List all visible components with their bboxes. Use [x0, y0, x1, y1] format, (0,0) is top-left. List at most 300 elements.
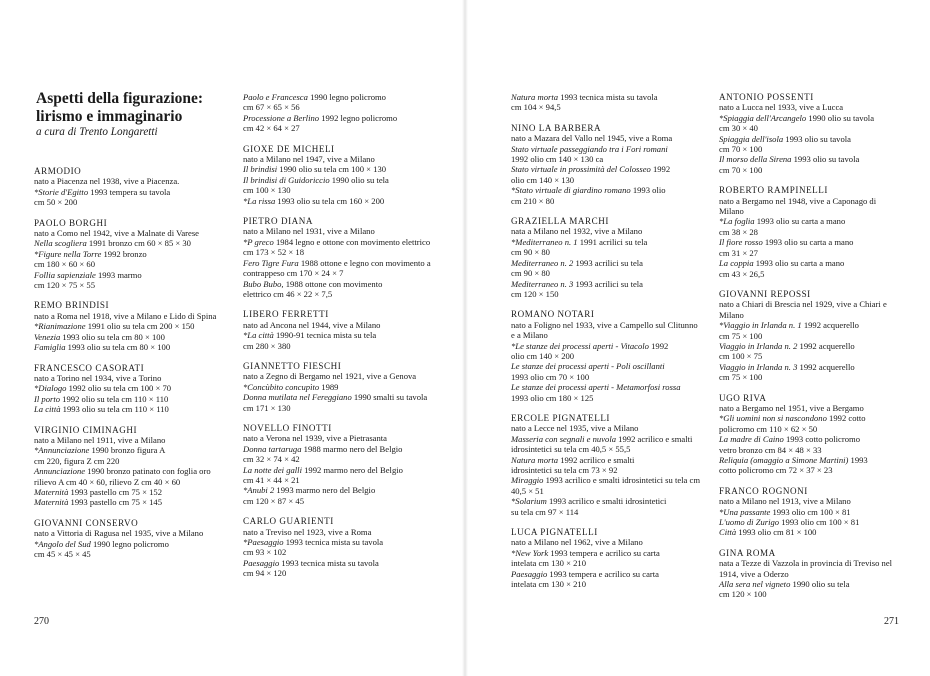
artist-bio: nato a Chiari di Brescia nel 1929, vive a Chiari e Milano [719, 299, 887, 320]
artist-bio: nata a Tezze di Vazzola in provincia di Treviso nel 1914, vive a Oderzo [719, 558, 893, 579]
artwork-details: intelata cm 130 × 210 [511, 579, 587, 590]
artwork-details: 1993 pastello cm 75 × 145 [68, 497, 163, 508]
artwork-line [719, 413, 897, 423]
artwork-line [243, 92, 436, 102]
artwork-details: cm 75 × 100 [719, 330, 763, 341]
artwork-line [243, 392, 436, 413]
artist-bio: nato a Piacenza nel 1938, vive a Piacenza. [34, 176, 180, 187]
artwork-details: cotto policromo cm 72 × 37 × 23 [719, 465, 833, 476]
artwork-line [243, 382, 436, 392]
artwork-line [719, 227, 897, 237]
artwork-title: La città [34, 404, 61, 415]
artist-name: NOVELLO FINOTTI [243, 422, 332, 433]
artwork-details: olio cm 140 × 130 [511, 174, 575, 185]
artist-entry [34, 166, 224, 208]
right-column-1 [511, 92, 701, 599]
artist-entry [719, 92, 897, 175]
artwork-line [719, 144, 897, 154]
artist-bio: nato a Treviso nel 1923, vive a Roma [243, 526, 372, 537]
artwork-details: cm 75 × 100 [719, 372, 763, 383]
artist-bio: nato a Milano nel 1913, vive a Milano [719, 496, 851, 507]
artwork-line [511, 558, 701, 568]
artwork-line [34, 342, 224, 352]
artwork-details: cm 120 × 150 [511, 288, 559, 299]
artist-bio: nato a Milano nel 1911, vive a Milano [34, 434, 166, 445]
artwork-line [34, 197, 224, 207]
artist-bio: nato a Lecce nel 1935, vive a Milano [511, 423, 639, 434]
artist-name: VIRGINIO CIMINAGHI [34, 424, 138, 435]
artwork-line [34, 332, 224, 342]
artwork-line [243, 547, 436, 557]
artwork-details: 1993 acrilici su tela [573, 257, 643, 268]
artwork-line [719, 434, 897, 444]
artwork-title: *Paesaggio [243, 537, 284, 548]
artwork-title: *Rianimazione [34, 321, 86, 332]
artwork-details: 1992 olio cm 140 × 130 ca [511, 154, 604, 165]
artwork-title: *Spiaggia dell'Arcangelo [719, 112, 807, 123]
artwork-details: cm 120 × 100 [719, 589, 767, 600]
artist-name: PIETRO DIANA [243, 216, 313, 227]
artwork-line [243, 175, 436, 185]
artist-name: ERCOLE PIGNATELLI [511, 412, 611, 423]
artist-name: ROBERTO RAMPINELLI [719, 185, 828, 196]
artwork-line [511, 102, 701, 112]
artwork-details: 1993 tecnica mista su tavola [279, 557, 379, 568]
artwork-details: 1992 olio su tela cm 110 × 110 [60, 393, 169, 404]
artwork-line [243, 444, 436, 454]
artwork-line [511, 144, 701, 154]
artwork-line [719, 134, 897, 144]
artwork-details: 1993 olio cm 180 × 125 [511, 392, 594, 403]
artwork-line [34, 270, 224, 280]
artist-bio: nato a Milano nel 1962, vive a Milano [511, 537, 643, 548]
artwork-title: *New York [511, 547, 549, 558]
artwork-line [719, 237, 897, 247]
artwork-line [719, 579, 897, 589]
artist-entry [719, 289, 897, 383]
artist-bio: nato a Milano nel 1947, vive a Milano [243, 154, 375, 165]
artwork-line [243, 496, 436, 506]
artist-entry [243, 516, 436, 578]
left-column-1 [34, 166, 224, 569]
artwork-line [511, 507, 701, 517]
artwork-title: *Storie d'Egitto [34, 186, 89, 197]
artwork-details: 1992 cotto [826, 413, 866, 424]
artwork-title: Paesaggio [243, 557, 280, 568]
artwork-details: 1989 [319, 381, 339, 392]
artist-entry [34, 425, 224, 508]
artwork-line [511, 247, 701, 257]
artwork-title: Mediterraneo n. 2 [511, 257, 574, 268]
artwork-details: cm 70 × 100 [719, 144, 763, 155]
artist-bio: nato a Zegno di Bergamo nel 1921, vive a Genova [243, 371, 417, 382]
artwork-title: Follia sapienziale [34, 269, 96, 280]
artwork-details: cm 90 × 80 [511, 268, 550, 279]
artwork-title: *Una passante [719, 506, 771, 517]
artwork-title: Stato virtuale in prossimità del Colosseo [511, 164, 651, 175]
artwork-line [34, 394, 224, 404]
artwork-details: cm 31 × 27 [719, 247, 758, 258]
artwork-title: Maternità [34, 497, 69, 508]
artwork-title: *Mediterraneo n. 1 [511, 236, 578, 247]
heading-title-line-2: lirismo e immaginario [36, 107, 183, 125]
artwork-title: Paesaggio [511, 568, 548, 579]
artwork-details: 1993 marmo [95, 269, 142, 280]
artwork-details: 1993 olio su tela cm 160 × 200 [275, 195, 385, 206]
artwork-line [243, 465, 436, 475]
artwork-line [34, 238, 224, 248]
artwork-line [243, 185, 436, 195]
artwork-line [511, 164, 701, 174]
artwork-details: 1984 legno e ottone con movimento elettrico cm 173 × 52 × 18 [243, 236, 431, 258]
artwork-details: 1992 acrilico e smalti idrosintetici su tela cm 40,5 × 55,5 [511, 433, 693, 455]
artwork-title: *Figure nella Torre [34, 248, 102, 259]
artwork-line [243, 237, 436, 258]
artwork-details: 1990 olio su tela [329, 174, 389, 185]
artwork-details: 1993 olio su tela cm 80 × 100 [60, 331, 165, 342]
artwork-line [719, 372, 897, 382]
artwork-details: 1992 [650, 164, 671, 175]
artwork-title: Spiaggia dell'isola [719, 133, 784, 144]
artwork-details: intelata cm 130 × 210 [511, 558, 587, 569]
artwork-line [511, 361, 701, 371]
artwork-line [511, 372, 701, 382]
artwork-line [243, 258, 436, 279]
artwork-details: policromo cm 110 × 62 × 50 [719, 423, 818, 434]
artist-entry [34, 518, 224, 560]
artist-name: FRANCO ROGNONI [719, 485, 808, 496]
artist-bio: nato a Bergamo nel 1951, vive a Bergamo [719, 402, 864, 413]
artwork-title: *La rissa [243, 195, 276, 206]
artist-entry [243, 361, 436, 413]
artist-entry [243, 216, 436, 299]
artwork-details: cm 280 × 380 [243, 340, 291, 351]
artwork-line [511, 268, 701, 278]
artwork-details: 1992 [648, 340, 669, 351]
artwork-title: *P greco [243, 236, 274, 247]
artwork-details: 1993 acrilico e smalti idrosintetici [546, 496, 667, 507]
artwork-title: *La città [243, 330, 274, 341]
artwork-details: cm 41 × 44 × 21 [243, 475, 300, 485]
artwork-line [511, 196, 701, 206]
artwork-details: 1993 olio su tavola [783, 133, 851, 144]
artwork-line [243, 330, 436, 340]
artwork-details: 1990 olio su tela cm 100 × 130 [277, 164, 387, 175]
artwork-title: Natura morta [511, 454, 559, 465]
artwork-line [34, 445, 224, 455]
artwork-details: 1990 olio su tavola [806, 112, 875, 123]
artwork-line [719, 351, 897, 361]
artwork-details: cm 100 × 130 [243, 185, 291, 196]
artwork-line [34, 497, 224, 507]
artwork-line [511, 237, 701, 247]
artwork-details: cm 30 × 40 [719, 123, 758, 134]
artwork-details: 1993 tempera su tavola [88, 186, 171, 197]
artist-entry [511, 216, 701, 299]
artist-entry [34, 363, 224, 415]
artist-entry [719, 486, 897, 538]
artwork-details: 1993 olio cm 100 × 81 [779, 517, 860, 528]
artwork-title: Il porto [34, 393, 61, 404]
artist-entry [511, 309, 701, 403]
artwork-line [243, 475, 436, 485]
artwork-details: cm 104 × 94,5 [511, 102, 561, 113]
artwork-details: 1990 smalti su tavola cm 171 × 130 [243, 392, 428, 413]
artist-name: NINO LA BARBERA [511, 122, 602, 133]
artwork-details: 1988 ottone con movimento [283, 278, 383, 289]
artwork-title: *La foglia [719, 216, 755, 227]
artist-name: GIOXE DE MICHELI [243, 143, 335, 154]
artwork-details: 1993 tecnica mista su tavola [558, 92, 658, 102]
artwork-details: idrosintetici su tela cm 73 × 92 [511, 465, 618, 475]
artwork-title: *Viaggio in Irlanda n. 1 [719, 320, 802, 331]
artwork-details: cm 94 × 120 [243, 568, 287, 579]
artwork-title: Le stanze dei processi aperti - Metamorfosi rossa [511, 382, 681, 393]
artwork-line [511, 569, 701, 579]
artist-bio: nato a Bergamo nel 1948, vive a Caponago di Milano [719, 195, 877, 217]
artwork-title: Le stanze dei processi aperti - Poli oscillanti [511, 361, 665, 372]
artwork-details: 1992 marmo nero del Belgio [301, 464, 403, 475]
artist-bio: nato a Torino nel 1934, vive a Torino [34, 372, 162, 383]
artwork-line [34, 487, 224, 497]
artwork-title: Mediterraneo n. 3 [511, 278, 574, 289]
artwork-line [34, 259, 224, 269]
artwork-line [719, 113, 897, 123]
artwork-title: Fero Tigre Fura [243, 257, 299, 268]
artist-name: ARMODIO [34, 166, 82, 176]
artwork-details: olio cm 140 × 200 [511, 350, 575, 361]
artwork-details: cm 220, figura Z cm 220 [34, 455, 120, 466]
artwork-details: cm 43 × 26,5 [719, 268, 765, 279]
artwork-line [511, 341, 701, 351]
artwork-details: vetro bronzo cm 84 × 48 × 33 [719, 444, 822, 455]
left-page [0, 0, 464, 676]
artist-bio: nato a Milano nel 1931, vive a Milano [243, 226, 375, 237]
artwork-details: 1992 olio su tela cm 100 × 70 [66, 383, 172, 394]
artwork-details: cm 180 × 60 × 60 [34, 259, 96, 270]
artwork-title: Natura morta [511, 92, 559, 102]
artwork-line [511, 382, 701, 392]
artwork-details: cm 70 × 100 [719, 164, 763, 175]
artwork-line [243, 289, 436, 299]
artist-bio: nato a Mazara del Vallo nel 1945, vive a Roma [511, 133, 673, 144]
artist-entry [719, 548, 897, 600]
artwork-line [719, 258, 897, 268]
artwork-details: cm 210 × 80 [511, 195, 555, 206]
artist-bio: nato a Verona nel 1939, vive a Pietrasanta [243, 433, 387, 444]
artwork-title: La notte dei galli [243, 464, 302, 475]
artwork-line [719, 455, 897, 465]
artwork-title: *Le stanze dei processi aperti - Vitacolo [511, 340, 649, 351]
artwork-details: cm 32 × 74 × 42 [243, 454, 300, 465]
artwork-line [511, 465, 701, 475]
artist-entry [511, 123, 701, 206]
artist-name: FRANCESCO CASORATI [34, 362, 145, 373]
artwork-line [719, 331, 897, 341]
artwork-line [719, 123, 897, 133]
artist-name: GRAZIELLA MARCHI [511, 216, 609, 227]
artist-name: UGO RIVA [719, 392, 767, 403]
artwork-details: 1993 [848, 455, 868, 465]
artwork-title: Donna mutilata nel Fereggiano [243, 392, 352, 403]
artwork-line [511, 455, 701, 465]
artwork-details: 1993 olio su carta a mano [753, 258, 845, 269]
artwork-line [243, 113, 436, 123]
artwork-details: su tela cm 97 × 114 [511, 506, 579, 517]
artwork-line [511, 548, 701, 558]
artist-name: ROMANO NOTARI [511, 309, 595, 320]
artwork-line [719, 445, 897, 455]
artwork-line [511, 175, 701, 185]
artwork-details: 1993 olio su tela cm 110 × 110 [60, 404, 169, 415]
artwork-title: Viaggio in Irlanda n. 2 [719, 340, 798, 351]
artwork-line [243, 341, 436, 351]
artwork-line [511, 289, 701, 299]
artwork-details: 1992 acrilico e smalti [558, 454, 635, 465]
artwork-title: Donna tartaruga [243, 443, 302, 454]
artwork-details: 1988 marmo nero del Belgio [301, 443, 403, 454]
artwork-line [34, 404, 224, 414]
artwork-details: cm 93 × 102 [243, 547, 287, 558]
artwork-line [34, 249, 224, 259]
artwork-line [34, 466, 224, 487]
artwork-title: Miraggio [511, 475, 544, 486]
artist-entry [34, 300, 224, 352]
artwork-details: 1993 cotto policromo [783, 434, 860, 445]
artwork-title: Viaggio in Irlanda n. 3 [719, 361, 798, 372]
artwork-title: *Solarium [511, 496, 547, 507]
artwork-title: Nella scogliera [34, 238, 87, 249]
artist-entry [719, 393, 897, 476]
artwork-line [511, 579, 701, 589]
artwork-title: Stato virtuale passeggiando tra i Fori romani [511, 143, 668, 154]
artwork-line [719, 527, 897, 537]
artwork-title: Il brindisi di Guidoriccio [243, 174, 330, 185]
artwork-details: 1990 bronzo figura A [89, 445, 166, 456]
artwork-line [719, 320, 897, 330]
artwork-line [719, 507, 897, 517]
artwork-title: L'uomo di Zurigo [719, 517, 780, 528]
artwork-details: cm 120 × 87 × 45 [243, 495, 305, 506]
artwork-details: cm 90 × 80 [511, 247, 550, 258]
artwork-line [34, 549, 224, 559]
artwork-details: 1990 legno policromo [90, 538, 169, 549]
artwork-line [34, 321, 224, 331]
artwork-title: Reliquia (omaggio a Simone Martini) [719, 455, 849, 465]
artwork-title: Annunciazione [34, 466, 86, 477]
artist-bio: nato a Foligno nel 1933, vive a Campello sul Clitunno e a Milano [511, 319, 698, 341]
artist-name: REMO BRINDISI [34, 300, 110, 311]
artwork-title: Maternità [34, 486, 69, 497]
artist-name: GIOVANNI REPOSSI [719, 288, 811, 299]
artwork-details: 1990 bronzo patinato con foglia oro rilievo A cm 40 × 60, rilievo Z cm 40 × 60 [34, 466, 211, 487]
artwork-details: cm 50 × 200 [34, 197, 78, 208]
artwork-details: 1993 olio [630, 185, 666, 196]
artwork-line [719, 465, 897, 475]
artwork-line [719, 154, 897, 164]
artwork-line [511, 258, 701, 268]
artwork-title: La coppia [719, 258, 754, 269]
heading-subtitle: a cura di Trento Longaretti [36, 126, 158, 138]
page-number-left: 270 [34, 616, 49, 627]
artwork-title: *Annunciazione [34, 445, 90, 456]
artwork-details: 1990 olio su tela [790, 579, 850, 590]
artwork-line [243, 279, 436, 289]
artwork-title: *Angolo del Sud [34, 538, 91, 549]
artwork-line [243, 164, 436, 174]
artist-entry [243, 309, 436, 351]
artwork-line [243, 568, 436, 578]
artwork-line [243, 558, 436, 568]
artwork-line [34, 539, 224, 549]
artwork-details: 1991 bronzo cm 60 × 85 × 30 [86, 238, 191, 249]
artist-entry [243, 144, 436, 206]
artist-entry [511, 527, 701, 589]
artwork-line [719, 589, 897, 599]
artwork-details: 1993 marmo nero del Belgio [274, 485, 376, 496]
artwork-line [34, 383, 224, 393]
artwork-title: *Stato virtuale di giardino romano [511, 185, 631, 196]
artwork-title: Città [719, 527, 737, 538]
artist-name: GIOVANNI CONSERVO [34, 517, 139, 528]
artwork-details: cm 100 × 75 [719, 351, 763, 362]
artwork-line [719, 362, 897, 372]
artwork-title: *Concùbito concupìto [243, 381, 320, 392]
artwork-details: 1993 olio su carta a mano [762, 237, 854, 248]
artwork-details: cm 120 × 75 × 55 [34, 280, 96, 291]
artwork-details: 1993 tempera e acrilico su carta [548, 547, 660, 558]
artwork-line [243, 485, 436, 495]
right-column-2 [719, 92, 897, 610]
heading-title-line-1: Aspetti della figurazione: [36, 90, 204, 107]
artwork-line [243, 123, 436, 133]
artist-entry [511, 92, 701, 113]
artist-name: GIANNETTO FIESCHI [243, 360, 342, 371]
artwork-line [34, 187, 224, 197]
artist-entry [243, 423, 436, 506]
artwork-line [243, 196, 436, 206]
artwork-details: 1990 legno policromo [307, 92, 386, 102]
artwork-details: 1993 olio su tela cm 80 × 100 [65, 342, 171, 353]
artwork-title: Paolo e Francesca [243, 92, 308, 102]
artwork-line [719, 248, 897, 258]
artwork-details: 1988 ottone e legno con movimento a contrappeso cm 170 × 24 × 7 [243, 257, 431, 279]
artwork-details: 1993 olio cm 70 × 100 [511, 371, 590, 382]
artwork-line [34, 456, 224, 466]
artist-name: GINA ROMA [719, 547, 776, 558]
artwork-details: cm 38 × 28 [719, 226, 758, 237]
artwork-details: 1993 olio su carta a mano [754, 216, 846, 227]
artist-bio: nata a Milano nel 1932, vive a Milano [511, 226, 643, 237]
artwork-title: Il brindisi [243, 164, 278, 175]
artwork-line [511, 351, 701, 361]
artwork-title: Venezia [34, 331, 61, 342]
artwork-details: 1992 acquerello [801, 320, 859, 331]
artwork-line [511, 185, 701, 195]
artwork-details: 1993 tecnica mista su tavola [283, 537, 384, 548]
artwork-title: Masseria con segnali e nuvola [511, 433, 617, 444]
artwork-details: 1993 olio cm 100 × 81 [770, 506, 851, 517]
artwork-title: *Anubi 2 [243, 485, 275, 496]
artwork-line [511, 434, 701, 455]
artist-name: CARLO GUARIENTI [243, 516, 334, 527]
artwork-title: Famiglia [34, 342, 66, 353]
artwork-line [243, 454, 436, 464]
artwork-details: 1991 olio su tela cm 200 × 150 [85, 321, 195, 332]
artwork-line [243, 537, 436, 547]
artist-bio: nato a Roma nel 1918, vive a Milano e Lido di Spina [34, 310, 217, 321]
artist-name: LIBERO FERRETTI [243, 309, 329, 320]
